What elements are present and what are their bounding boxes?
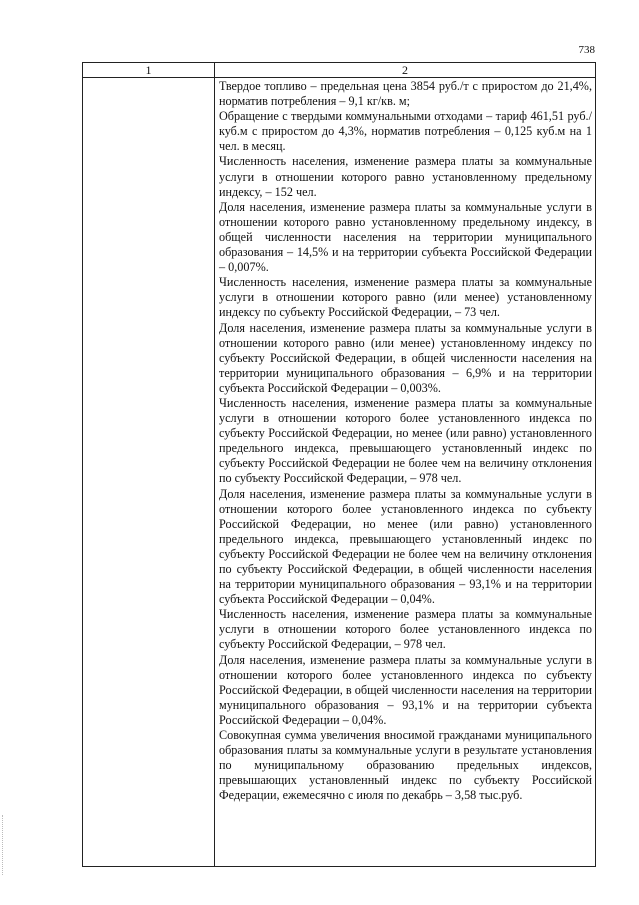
paragraph: Совокупная сумма увеличения вносимой гражданами муниципального образования платы за коммунальные услуги в результате установления по муниципальному образованию предельных индексов, превышающих установленный индекс по субъекту Российской Федерации, ежемесячно с июля по декабрь – 3,58 тыс.руб. [219,728,592,803]
paragraph: Численность населения, изменение размера платы за коммунальные услуги в отношении которого более установленного индекса по субъекту Российской Федерации, но менее (или равно) установленного предельного индекса, превышающего установленный индекс по субъекту Российской Федерации не более чем на величину отклонения по субъекту Российской Федерации, – 978 чел. [219,395,592,486]
column-2-cell [215,78,596,867]
cell-content [215,78,595,804]
paragraph: Обращение с твердыми коммунальными отходами – тариф 461,51 руб./куб.м с приростом до 4,3%, норматив потребления – 0,125 куб.м на 1 чел. в месяц. [219,109,592,154]
paragraph: Численность населения, изменение размера платы за коммунальные услуги в отношении которого равно установленному предельному индексу, – 152 чел. [219,154,592,199]
paragraph: Твердое топливо – предельная цена 3854 руб./т с приростом до 21,4%, норматив потребления – 9,1 кг/кв. м; [219,79,592,109]
paragraph: Численность населения, изменение размера платы за коммунальные услуги в отношении которого более установленного индекса по субъекту Российской Федерации, – 978 чел. [219,607,592,652]
table-body-row [83,78,596,867]
document-table [82,62,596,867]
paragraph: Численность населения, изменение размера платы за коммунальные услуги в отношении которого равно (или менее) установленному индексу по субъекту Российской Федерации, – 73 чел. [219,275,592,320]
column-1-cell [83,78,215,867]
scan-edge-mark [2,815,7,875]
column-1-header: 1 [83,63,215,78]
paragraph: Доля населения, изменение размера платы за коммунальные услуги в отношении которого более установленного индекса по субъекту Российской Федерации, но менее (или равно) установленного предельного индекса, превышающего установленный индекс по субъекту Российской Федерации не более чем на величину отклонения по субъекту Российской Федерации, в общей численности населения на территории муниципального образования – 93,1% и на территории субъекта Российской Федерации – 0,04%. [219,486,592,607]
paragraph: Доля населения, изменение размера платы за коммунальные услуги в отношении которого равно (или менее) установленному индексу по субъекту Российской Федерации, в общей численности населения на территории муниципального образования – 6,9% и на территории субъекта Российской Федерации – 0,003%. [219,320,592,395]
column-2-header: 2 [215,63,596,78]
paragraph: Доля населения, изменение размера платы за коммунальные услуги в отношении которого равно установленному предельному индексу, в общей численности населения на территории муниципального образования – 14,5% и на территории субъекта Российской Федерации – 0,007%. [219,199,592,275]
table-header-row [83,63,596,78]
page-number: 738 [578,44,595,56]
paragraph: Доля населения, изменение размера платы за коммунальные услуги в отношении которого более установленного индекса по субъекту Российской Федерации, в общей численности населения на территории муниципального образования – 93,1% и на территории субъекта Российской Федерации – 0,04%. [219,652,592,727]
